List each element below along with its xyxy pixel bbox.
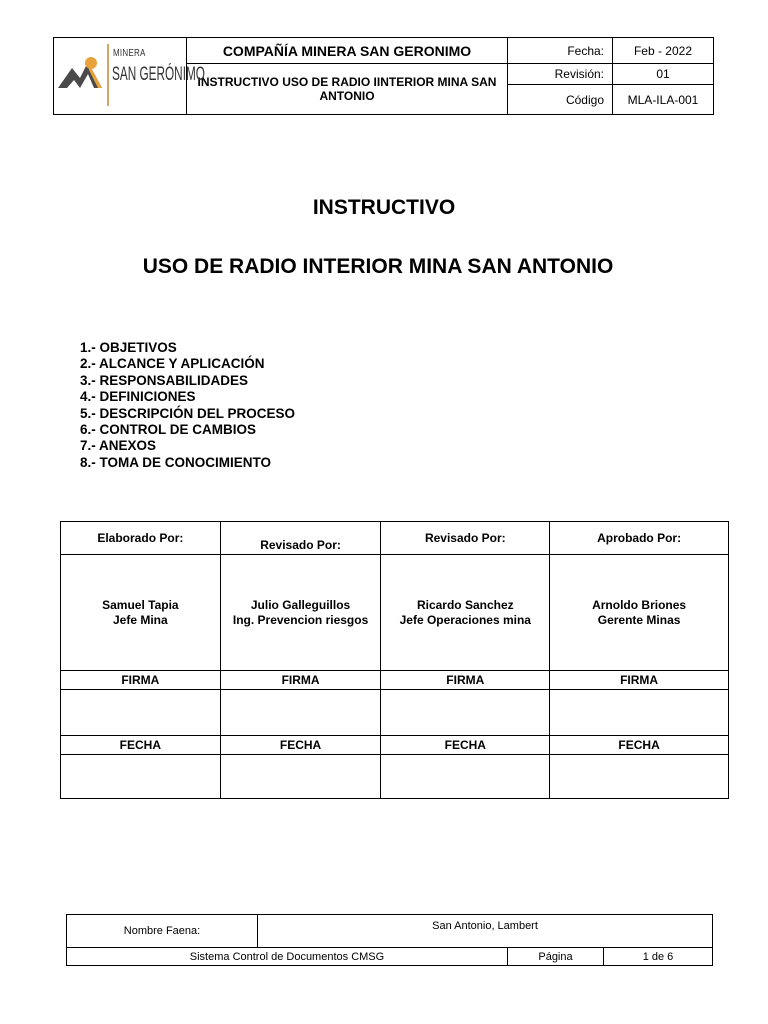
firma-field[interactable]	[381, 690, 550, 736]
signer-name: Julio Galleguillos	[250, 597, 351, 612]
signer-role: Gerente Minas	[597, 612, 681, 627]
page-title: INSTRUCTIVO	[312, 196, 456, 219]
signer-cell	[381, 555, 550, 671]
toc-item: 6.- CONTROL DE CAMBIOS	[80, 422, 257, 438]
document-system: Sistema Control de Documentos CMSG	[67, 948, 508, 966]
signer-role: Jefe Operaciones mina	[399, 612, 531, 627]
fecha-field[interactable]	[61, 755, 221, 799]
logo-cell	[54, 38, 205, 115]
faena-label: Nombre Faena:	[67, 915, 258, 948]
document-header	[53, 37, 714, 115]
logo-word-minera: MINERA	[113, 48, 146, 59]
company-name: COMPAÑÍA MINERA SAN GERONIMO	[187, 38, 508, 64]
fecha-field[interactable]	[381, 755, 550, 799]
company-logo	[54, 38, 205, 114]
signer-cell	[220, 555, 381, 671]
approval-table	[60, 521, 729, 799]
signer-name: Samuel Tapia	[102, 597, 179, 612]
mountain-icon	[58, 52, 108, 92]
signer-name: Arnoldo Briones	[592, 597, 687, 612]
fecha-sign-label: FECHA	[381, 736, 550, 755]
firma-field[interactable]	[61, 690, 221, 736]
fecha-value: Feb - 2022	[613, 38, 714, 64]
signer-cell	[61, 555, 221, 671]
signer-cell	[550, 555, 729, 671]
fecha-sign-label: FECHA	[550, 736, 729, 755]
fecha-label: Fecha:	[508, 38, 613, 64]
logo-divider	[107, 44, 109, 106]
firma-label: FIRMA	[220, 671, 381, 690]
firma-label: FIRMA	[381, 671, 550, 690]
signer-role: Jefe Mina	[113, 612, 168, 627]
toc-item: 5.- DESCRIPCIÓN DEL PROCESO	[80, 405, 296, 421]
firma-label: FIRMA	[61, 671, 221, 690]
signer-role: Ing. Prevencion riesgos	[232, 612, 369, 627]
header-aprobado: Aprobado Por:	[550, 522, 729, 555]
firma-field[interactable]	[220, 690, 381, 736]
document-footer	[66, 914, 713, 966]
revision-value: 01	[613, 64, 714, 85]
toc-item: 4.- DEFINICIONES	[80, 389, 196, 405]
codigo-value: MLA-ILA-001	[613, 85, 714, 115]
signer-name: Ricardo Sanchez	[416, 597, 514, 612]
header-revisado-2: Revisado Por:	[381, 522, 550, 555]
fecha-sign-label: FECHA	[220, 736, 381, 755]
toc-item: 3.- RESPONSABILIDADES	[80, 372, 249, 388]
logo-word-san-geronimo: SAN GERÓNIMO	[112, 64, 205, 85]
page-subtitle: USO DE RADIO INTERIOR MINA SAN ANTONIO	[142, 255, 614, 278]
faena-value: San Antonio, Lambert	[258, 915, 713, 948]
toc-item: 8.- TOMA DE CONOCIMIENTO	[80, 454, 272, 470]
revision-label: Revisión:	[508, 64, 613, 85]
fecha-field[interactable]	[220, 755, 381, 799]
firma-label: FIRMA	[550, 671, 729, 690]
toc-item: 2.- ALCANCE Y APLICACIÓN	[80, 356, 265, 372]
toc-item: 7.- ANEXOS	[80, 438, 157, 454]
table-of-contents	[80, 340, 295, 471]
toc-item: 1.- OBJETIVOS	[80, 340, 177, 355]
pagina-label: Página	[508, 948, 604, 966]
fecha-sign-label: FECHA	[61, 736, 221, 755]
codigo-label: Código	[508, 85, 613, 115]
firma-field[interactable]	[550, 690, 729, 736]
header-revisado-1: Revisado Por:	[220, 522, 381, 555]
fecha-field[interactable]	[550, 755, 729, 799]
pagina-value: 1 de 6	[604, 948, 713, 966]
document-title: INSTRUCTIVO USO DE RADIO IINTERIOR MINA SAN ANTONIO	[187, 64, 508, 115]
header-elaborado: Elaborado Por:	[61, 522, 221, 555]
